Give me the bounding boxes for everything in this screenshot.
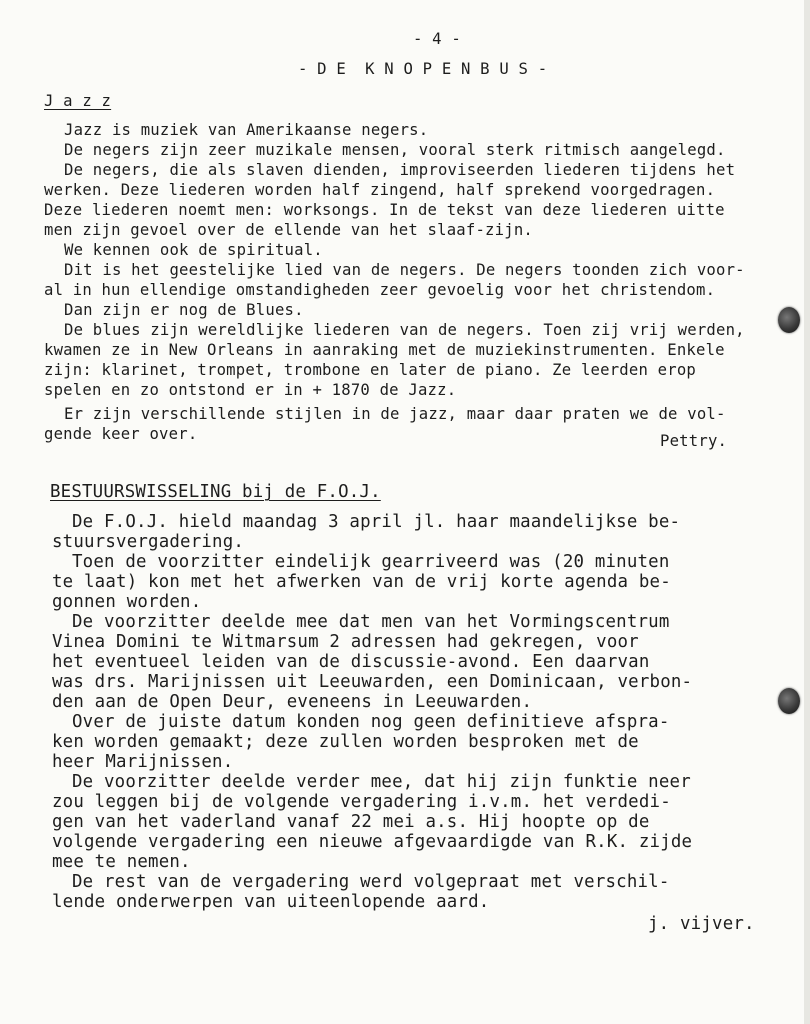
- foj-line: De F.O.J. hield maandag 3 april jl. haar maandelijkse be-: [72, 512, 681, 532]
- foj-line: Vinea Domini te Witmarsum 2 adressen had gekregen, voor: [52, 632, 639, 652]
- foj-line: gonnen worden.: [52, 592, 202, 612]
- signature-vijver: j. vijver.: [648, 914, 755, 934]
- jazz-line: spelen en zo ontstond er in + 1870 de Jazz.: [44, 381, 457, 399]
- page-number: - 4 -: [413, 30, 461, 48]
- jazz-line: We kennen ook de spiritual.: [64, 241, 323, 259]
- section-title-bestuurswisseling: BESTUURSWISSELING bij de F.O.J.: [50, 482, 381, 502]
- foj-line: heer Marijnissen.: [52, 752, 234, 772]
- jazz-line: men zijn gevoel over de ellende van het slaaf-zijn.: [44, 221, 533, 239]
- foj-line: Over de juiste datum konden nog geen definitieve afspra-: [72, 712, 670, 732]
- foj-line: ken worden gemaakt; deze zullen worden besproken met de: [52, 732, 639, 752]
- foj-line: zou leggen bij de volgende vergadering i.v.m. het verdedi-: [52, 792, 671, 812]
- foj-line: was drs. Marijnissen uit Leeuwarden, een Dominicaan, verbon-: [52, 672, 693, 692]
- foj-line: het eventueel leiden van de discussie-avond. Een daarvan: [52, 652, 650, 672]
- jazz-line: De negers, die als slaven dienden, improviseerden liederen tijdens het: [64, 161, 736, 179]
- jazz-line: Jazz is muziek van Amerikaanse negers.: [64, 121, 429, 139]
- jazz-line: gende keer over.: [44, 425, 198, 443]
- foj-line: stuursvergadering.: [52, 532, 245, 552]
- jazz-line: Er zijn verschillende stijlen in de jazz, maar daar praten we de vol-: [64, 405, 726, 423]
- jazz-line: zijn: klarinet, trompet, trombone en later de piano. Ze leerden erop: [44, 361, 696, 379]
- jazz-line: werken. Deze liederen worden half zingend, half sprekend voorgedragen.: [44, 181, 716, 199]
- signature-pettry: Pettry.: [660, 432, 728, 450]
- foj-line: den aan de Open Deur, eveneens in Leeuwarden.: [52, 692, 533, 712]
- foj-line: De voorzitter deelde verder mee, dat hij zijn funktie neer: [72, 772, 691, 792]
- punch-hole-top: [778, 307, 800, 333]
- foj-line: Toen de voorzitter eindelijk gearriveerd was (20 minuten: [72, 552, 670, 572]
- foj-line: mee te nemen.: [52, 852, 191, 872]
- foj-line: De voorzitter deelde mee dat men van het Vormingscentrum: [72, 612, 670, 632]
- jazz-line: De blues zijn wereldlijke liederen van de negers. Toen zij vrij werden,: [64, 321, 745, 339]
- newsletter-title: - D E K N O P E N B U S -: [298, 60, 548, 78]
- foj-line: lende onderwerpen van uiteenlopende aard.: [52, 892, 490, 912]
- foj-line: gen van het vaderland vanaf 22 mei a.s. Hij hoopte op de: [52, 812, 650, 832]
- punch-hole-bottom: [778, 688, 800, 714]
- jazz-line: De negers zijn zeer muzikale mensen, vooral sterk ritmisch aangelegd.: [64, 141, 726, 159]
- jazz-line: Dan zijn er nog de Blues.: [64, 301, 304, 319]
- foj-line: De rest van de vergadering werd volgepraat met verschil-: [72, 872, 670, 892]
- paper-edge: [804, 0, 810, 1024]
- foj-line: te laat) kon met het afwerken van de vrij korte agenda be-: [52, 572, 671, 592]
- section-title-jazz: J a z z: [44, 92, 112, 110]
- jazz-line: kwamen ze in New Orleans in aanraking met de muziekinstrumenten. Enkele: [44, 341, 725, 359]
- jazz-line: al in hun ellendige omstandigheden zeer gevoelig voor het christendom.: [44, 281, 716, 299]
- jazz-line: Deze liederen noemt men: worksongs. In de tekst van deze liederen uitte: [44, 201, 725, 219]
- foj-line: volgende vergadering een nieuwe afgevaardigde van R.K. zijde: [52, 832, 693, 852]
- jazz-line: Dit is het geestelijke lied van de negers. De negers toonden zich voor-: [64, 261, 745, 279]
